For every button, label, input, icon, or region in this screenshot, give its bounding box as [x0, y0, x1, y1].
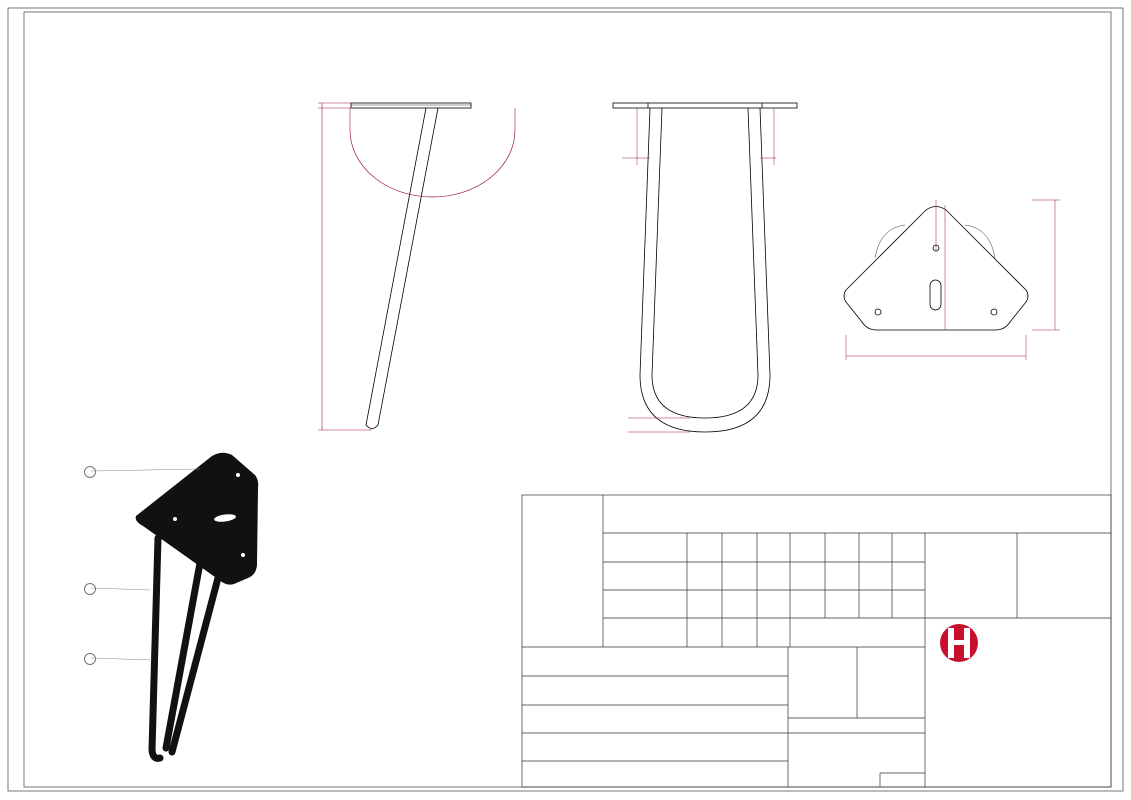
isometric-view [91, 453, 258, 759]
front-view [613, 103, 797, 432]
plate-view [844, 200, 1060, 360]
side-view [318, 103, 515, 430]
outer-frame [8, 8, 1123, 791]
inner-frame [24, 12, 1111, 787]
